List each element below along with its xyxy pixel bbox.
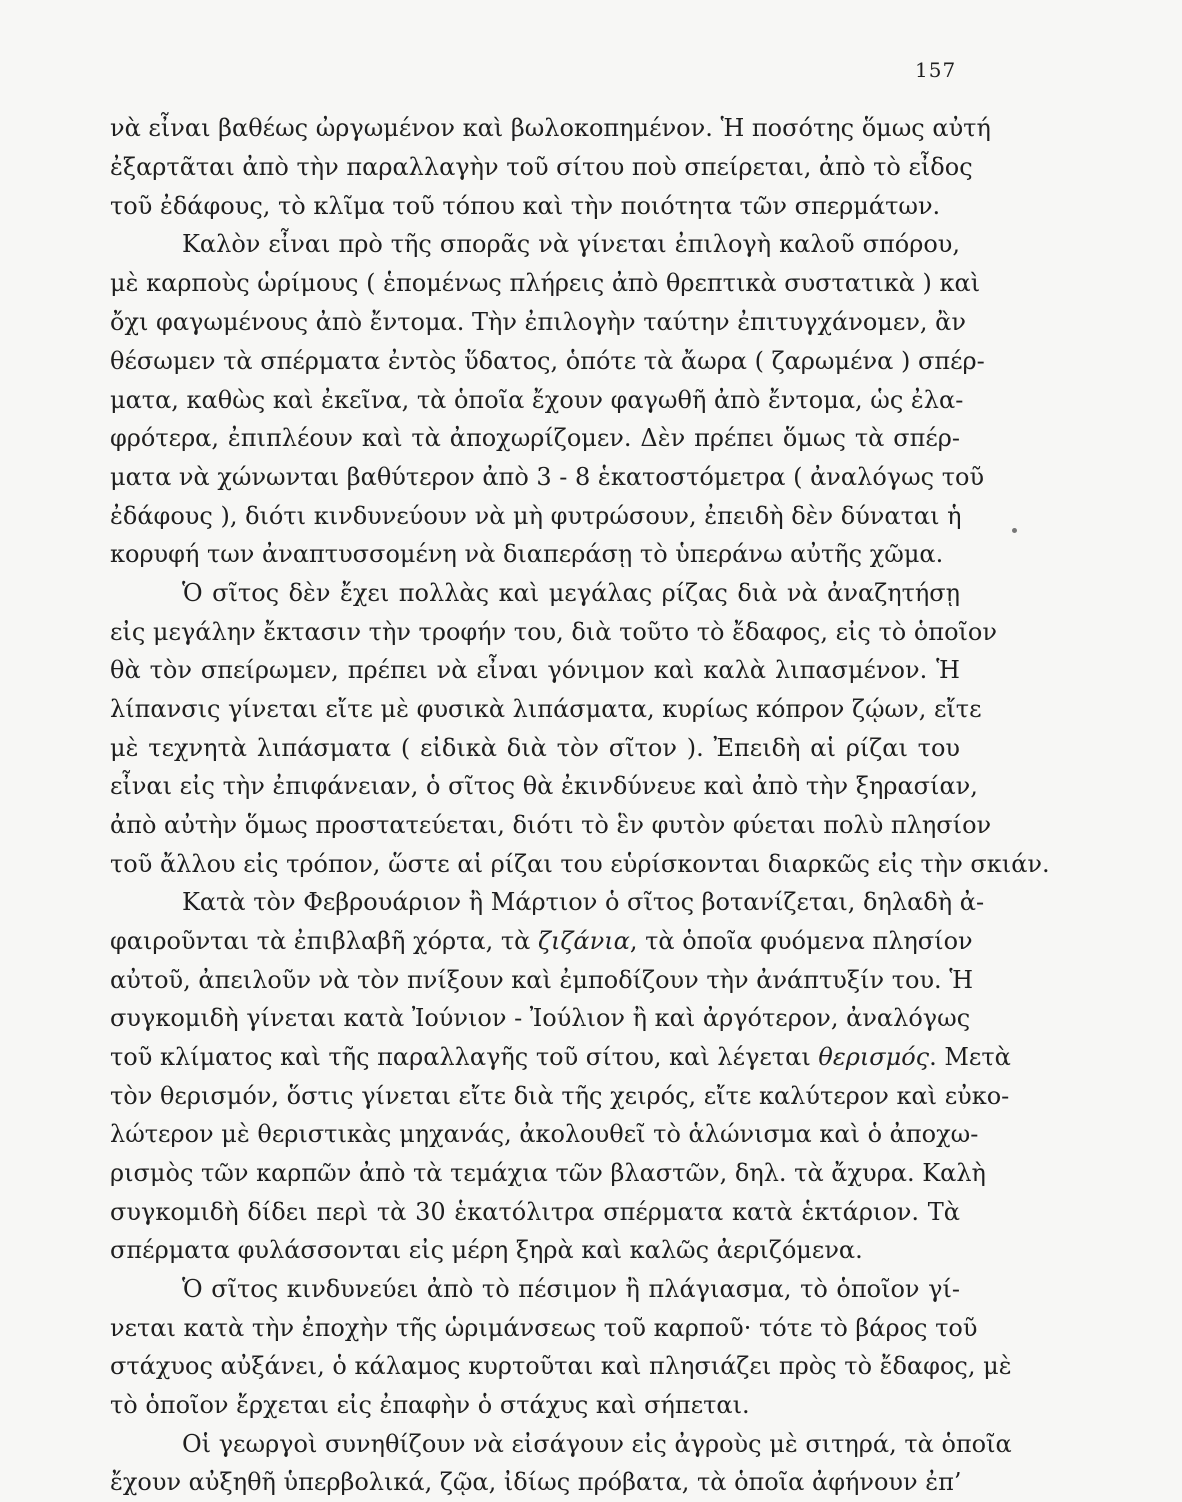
text-line: λίπανσις γίνεται εἴτε μὲ φυσικὰ λιπάσματα, κυρίως κόπρον ζῴων, εἴτε bbox=[110, 695, 982, 723]
text-line: Οἱ γεωργοὶ συνηθίζουν νὰ εἰσάγουν εἰς ἀγροὺς μὲ σιτηρά, τὰ ὁποῖα bbox=[182, 1430, 1012, 1458]
text-line: νὰ εἶναι βαθέως ὠργωμένον καὶ βωλοκοπημένον. Ἡ ποσότης ὅμως αὐτή bbox=[110, 114, 991, 142]
text-line: ρισμὸς τῶν καρπῶν ἀπὸ τὰ τεμάχια τῶν βλαστῶν, δηλ. τὰ ἄχυρα. Καλὴ bbox=[110, 1159, 986, 1187]
text-line: μὲ καρποὺς ὡρίμους ( ἑπομένως πλήρεις ἀπὸ θρεπτικὰ συστατικὰ ) καὶ bbox=[110, 269, 981, 297]
ink-spot bbox=[1012, 528, 1017, 533]
text-line: τὸν θερισμόν, ὅστις γίνεται εἴτε διὰ τῆς χειρός, εἴτε καλύτερον καὶ εὐκο- bbox=[110, 1082, 1010, 1110]
text-line: εἶναι εἰς τὴν ἐπιφάνειαν, ὁ σῖτος θὰ ἐκινδύνευε καὶ ἀπὸ τὴν ξηρασίαν, bbox=[110, 772, 978, 800]
text-run: , τὰ ὁποῖα φυόμενα πλησίον bbox=[629, 927, 973, 955]
text-run: . Μετὰ bbox=[929, 1043, 1011, 1071]
text-line: σπέρματα φυλάσσονται εἰς μέρη ξηρὰ καὶ καλῶς ἀεριζόμενα. bbox=[110, 1236, 863, 1264]
italic-term: θερισμός bbox=[818, 1043, 930, 1071]
text-line: τὸ ὁποῖον ἔρχεται εἰς ἐπαφὴν ὁ στάχυς καὶ σήπεται. bbox=[110, 1391, 750, 1419]
text-line: μὲ τεχνητὰ λιπάσματα ( εἰδικὰ διὰ τὸν σῖτον ). Ἐπειδὴ αἱ ρίζαι του bbox=[110, 734, 960, 762]
text-line: θὰ τὸν σπείρωμεν, πρέπει νὰ εἶναι γόνιμον καὶ καλὰ λιπασμένον. Ἡ bbox=[110, 656, 960, 684]
text-line: κορυφή των ἀναπτυσσομένη νὰ διαπεράσῃ τὸ ὑπεράνω αὐτῆς χῶμα. bbox=[110, 540, 944, 568]
text-run: φαιροῦνται τὰ ἐπιβλαβῆ χόρτα, τὰ bbox=[110, 927, 538, 955]
text-line bbox=[110, 921, 973, 961]
page-number: 157 bbox=[915, 58, 957, 82]
text-line: ὄχι φαγωμένους ἀπὸ ἔντομα. Τὴν ἐπιλογὴν ταύτην ἐπιτυγχάνομεν, ἂν bbox=[110, 308, 966, 336]
text-line: Κατὰ τὸν Φεβρουάριον ἢ Μάρτιον ὁ σῖτος βοτανίζεται, δηλαδὴ ἀ- bbox=[182, 888, 985, 916]
text-line: Καλὸν εἶναι πρὸ τῆς σπορᾶς νὰ γίνεται ἐπιλογὴ καλοῦ σπόρου, bbox=[182, 230, 960, 258]
text-line: συγκομιδὴ γίνεται κατὰ Ἰούνιον - Ἰούλιον ἢ καὶ ἀργότερον, ἀναλόγως bbox=[110, 1004, 971, 1032]
text-line: Ὁ σῖτος δὲν ἔχει πολλὰς καὶ μεγάλας ρίζας διὰ νὰ ἀναζητήσῃ bbox=[182, 579, 960, 607]
text-line: αὐτοῦ, ἀπειλοῦν νὰ τὸν πνίξουν καὶ ἐμποδίζουν τὴν ἀνάπτυξίν του. Ἡ bbox=[110, 966, 974, 994]
text-line: ἀπὸ αὐτὴν ὅμως προστατεύεται, διότι τὸ ἓν φυτὸν φύεται πολὺ πλησίον bbox=[110, 811, 992, 839]
text-line bbox=[110, 1037, 1011, 1077]
text-line: συγκομιδὴ δίδει περὶ τὰ 30 ἑκατόλιτρα σπέρματα κατὰ ἑκτάριον. Τὰ bbox=[110, 1198, 960, 1226]
text-line: εἰς μεγάλην ἔκτασιν τὴν τροφήν του, διὰ τοῦτο τὸ ἔδαφος, εἰς τὸ ὁποῖον bbox=[110, 618, 997, 646]
text-line: ἐδάφους ), διότι κινδυνεύουν νὰ μὴ φυτρώσουν, ἐπειδὴ δὲν δύναται ἡ bbox=[110, 502, 962, 530]
text-line: ματα νὰ χώνωνται βαθύτερον ἀπὸ 3 - 8 ἑκατοστόμετρα ( ἀναλόγως τοῦ bbox=[110, 463, 985, 491]
text-line: ματα, καθὼς καὶ ἐκεῖνα, τὰ ὁποῖα ἔχουν φαγωθῆ ἀπὸ ἔντομα, ὡς ἐλα- bbox=[110, 386, 964, 414]
text-line: λώτερον μὲ θεριστικὰς μηχανάς, ἀκολουθεῖ τὸ ἁλώνισμα καὶ ὁ ἀποχω- bbox=[110, 1120, 979, 1148]
text-line: τοῦ ἄλλου εἰς τρόπον, ὥστε αἱ ρίζαι του εὑρίσκονται διαρκῶς εἰς τὴν σκιάν. bbox=[110, 850, 1050, 878]
text-line: θέσωμεν τὰ σπέρματα ἐντὸς ὕδατος, ὁπότε τὰ ἄωρα ( ζαρωμένα ) σπέρ- bbox=[110, 347, 985, 375]
text-line: ἔχουν αὐξηθῆ ὑπερβολικά, ζῷα, ἰδίως πρόβατα, τὰ ὁποῖα ἀφήνουν ἐπ’ bbox=[110, 1468, 962, 1496]
text-run: τοῦ κλίματος καὶ τῆς παραλλαγῆς τοῦ σίτου, καὶ λέγεται bbox=[110, 1043, 819, 1071]
italic-term: ζιζάνια bbox=[538, 927, 630, 955]
text-line: τοῦ ἐδάφους, τὸ κλῖμα τοῦ τόπου καὶ τὴν ποιότητα τῶν σπερμάτων. bbox=[110, 192, 941, 220]
text-line: φρότερα, ἐπιπλέουν καὶ τὰ ἀποχωρίζομεν. Δὲν πρέπει ὅμως τὰ σπέρ- bbox=[110, 424, 960, 452]
text-line: νεται κατὰ τὴν ἐποχὴν τῆς ὡριμάνσεως τοῦ καρποῦ· τότε τὸ βάρος τοῦ bbox=[110, 1314, 978, 1342]
text-line: Ὁ σῖτος κινδυνεύει ἀπὸ τὸ πέσιμον ἢ πλάγιασμα, τὸ ὁποῖον γί- bbox=[182, 1275, 960, 1303]
text-line: ἐξαρτᾶται ἀπὸ τὴν παραλλαγὴν τοῦ σίτου ποὺ σπείρεται, ἀπὸ τὸ εἶδος bbox=[110, 153, 973, 181]
text-line: στάχυος αὐξάνει, ὁ κάλαμος κυρτοῦται καὶ πλησιάζει πρὸς τὸ ἔδαφος, μὲ bbox=[110, 1352, 1012, 1380]
